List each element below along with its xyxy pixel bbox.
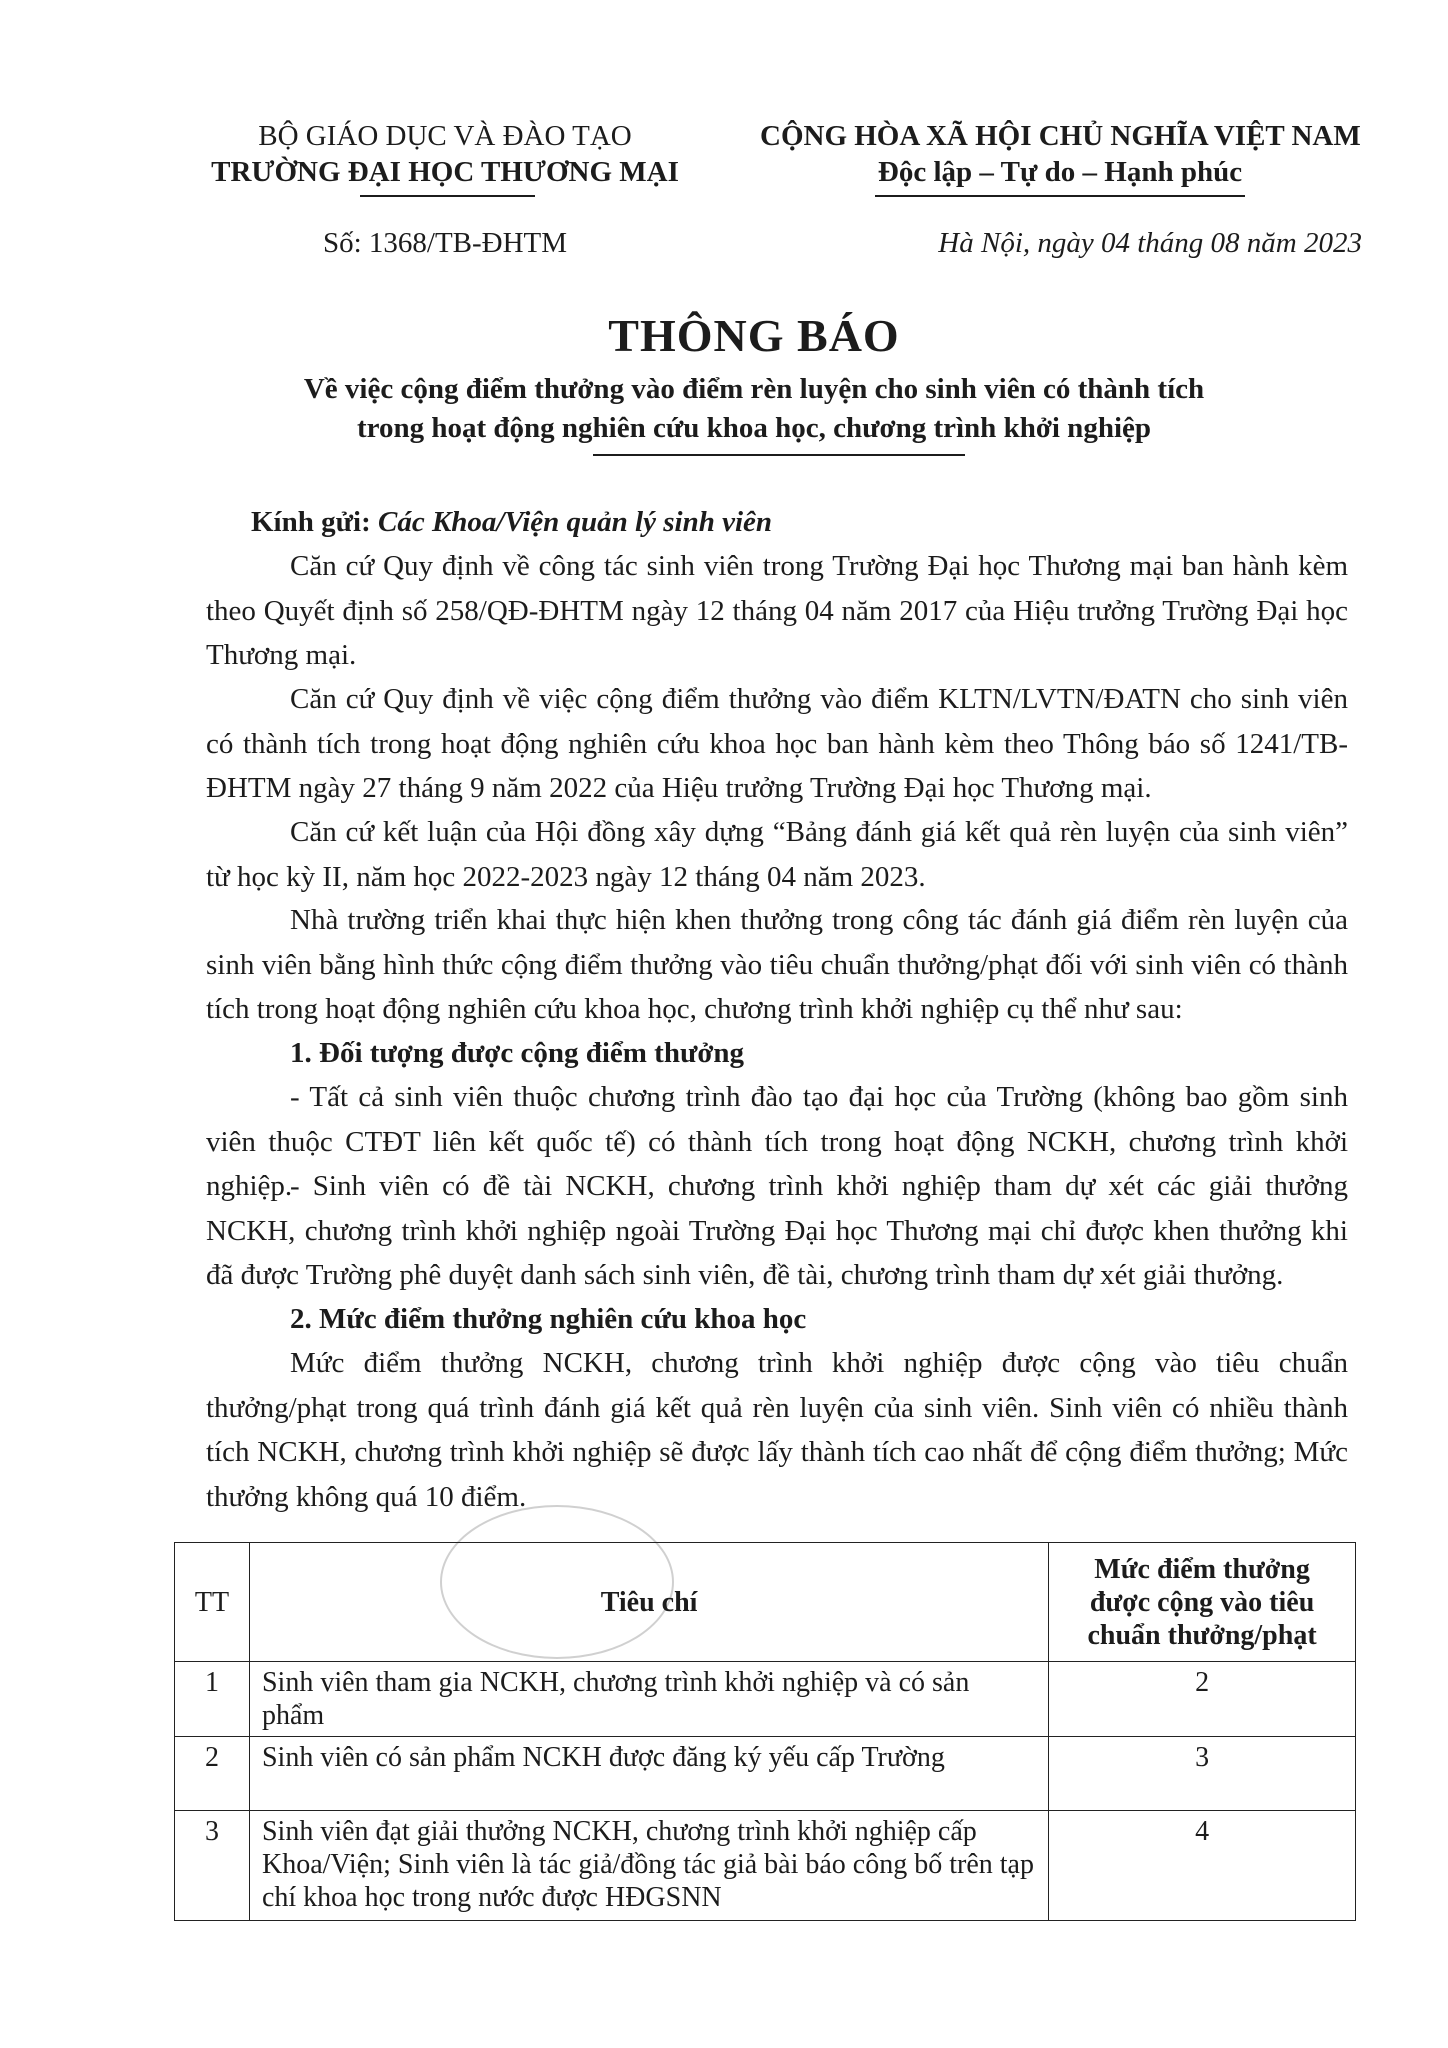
paragraph-5: - Tất cả sinh viên thuộc chương trình đào tạo đại học của Trường (không bao gồm sinh viên thuộc CTĐT liên kết quốc tế) có thành tích trong hoạt động NCKH, chương trình khởi nghiệp. xyxy=(206,1081,1348,1202)
paragraph-1: Căn cứ Quy định về công tác sinh viên trong Trường Đại học Thương mại ban hành kèm theo Quyết định số 258/QĐ-ĐHTM ngày 12 tháng 04 năm 2017 của Hiệu trưởng Trường Đại học Thương mại. xyxy=(206,550,1348,671)
header-tt: TT xyxy=(175,1543,250,1662)
row-points: 4 xyxy=(1049,1811,1356,1921)
row-tt: 2 xyxy=(175,1737,250,1811)
subtitle-line-2: trong hoạt động nghiên cứu khoa học, chương trình khởi nghiệp xyxy=(356,412,1152,444)
header-points: Mức điểm thưởng được cộng vào tiêu chuẩn thưởng/phạt xyxy=(1049,1543,1356,1662)
left-header-underline xyxy=(360,195,535,197)
row-criteria: Sinh viên có sản phẩm NCKH được đăng ký yếu cấp Trường xyxy=(249,1737,1048,1811)
row-points: 2 xyxy=(1049,1662,1356,1737)
row-tt: 1 xyxy=(175,1662,250,1737)
row-points: 3 xyxy=(1049,1737,1356,1811)
header-criteria: Tiêu chí xyxy=(249,1543,1048,1662)
paragraph-3: Căn cứ kết luận của Hội đồng xây dựng “Bảng đánh giá kết quả rèn luyện của sinh viên” từ học kỳ II, năm học 2022-2023 ngày 12 tháng 04 năm 2023. xyxy=(206,816,1348,893)
table-row xyxy=(175,1811,1356,1921)
ministry-name: BỘ GIÁO DỤC VÀ ĐÀO TẠO xyxy=(258,120,632,152)
university-name: TRƯỜNG ĐẠI HỌC THƯƠNG MẠI xyxy=(211,156,679,188)
greeting xyxy=(251,500,772,544)
document-date: Hà Nội, ngày 04 tháng 08 năm 2023 xyxy=(938,227,1362,259)
paragraph-7: Mức điểm thưởng NCKH, chương trình khởi nghiệp được cộng vào tiêu chuẩn thưởng/phạt trong quá trình đánh giá kết quả rèn luyện của sinh viên. Sinh viên có nhiều thành tích NCKH, chương trình khởi nghiệp sẽ được lấy thành tích cao nhất để cộng điểm thưởng; Mức thưởng không quá 10 điểm. xyxy=(206,1347,1348,1513)
table-row xyxy=(175,1737,1356,1811)
title-underline xyxy=(593,454,965,456)
bonus-points-table xyxy=(174,1542,1356,1921)
table-header-row xyxy=(175,1543,1356,1662)
greeting-label: Kính gửi: xyxy=(251,506,371,538)
country-name: CỘNG HÒA XÃ HỘI CHỦ NGHĨA VIỆT NAM xyxy=(760,120,1361,152)
paragraph-4: Nhà trường triển khai thực hiện khen thưởng trong công tác đánh giá điểm rèn luyện của sinh viên bằng hình thức cộng điểm thưởng vào tiêu chuẩn thưởng/phạt đối với sinh viên có thành tích trong hoạt động nghiên cứu khoa học, chương trình khởi nghiệp cụ thể như sau: xyxy=(206,904,1348,1025)
document-number: Số: 1368/TB-ĐHTM xyxy=(322,227,568,259)
greeting-recipient: Các Khoa/Viện quản lý sinh viên xyxy=(378,506,773,538)
section-heading-2: 2. Mức điểm thưởng nghiên cứu khoa học xyxy=(290,1303,807,1335)
row-criteria: Sinh viên tham gia NCKH, chương trình khởi nghiệp và có sản phẩm xyxy=(249,1662,1048,1737)
row-tt: 3 xyxy=(175,1811,250,1921)
row-criteria: Sinh viên đạt giải thưởng NCKH, chương trình khởi nghiệp cấp Khoa/Viện; Sinh viên là tác giả/đồng tác giả bài báo công bố trên tạp chí khoa học trong nước được HĐGSNN xyxy=(249,1811,1048,1921)
page-title: THÔNG BÁO xyxy=(608,310,900,361)
right-header-underline xyxy=(875,195,1245,197)
paragraph-6: - Sinh viên có đề tài NCKH, chương trình khởi nghiệp tham dự xét các giải thưởng NCKH, chương trình khởi nghiệp ngoài Trường Đại học Thương mại chỉ được khen thưởng khi đã được Trường phê duyệt danh sách sinh viên, đề tài, chương trình tham dự xét giải thưởng. xyxy=(206,1170,1348,1291)
paragraph-2: Căn cứ Quy định về việc cộng điểm thưởng vào điểm KLTN/LVTN/ĐATN cho sinh viên có thành tích trong hoạt động nghiên cứu khoa học ban hành kèm theo Thông báo số 1241/TB-ĐHTM ngày 27 tháng 9 năm 2022 của Hiệu trưởng Trường Đại học Thương mại. xyxy=(206,683,1348,804)
national-motto: Độc lập – Tự do – Hạnh phúc xyxy=(877,156,1243,188)
table-row xyxy=(175,1662,1356,1737)
subtitle-line-1: Về việc cộng điểm thưởng vào điểm rèn luyện cho sinh viên có thành tích xyxy=(303,373,1205,405)
section-heading-1: 1. Đối tượng được cộng điểm thưởng xyxy=(290,1037,745,1069)
